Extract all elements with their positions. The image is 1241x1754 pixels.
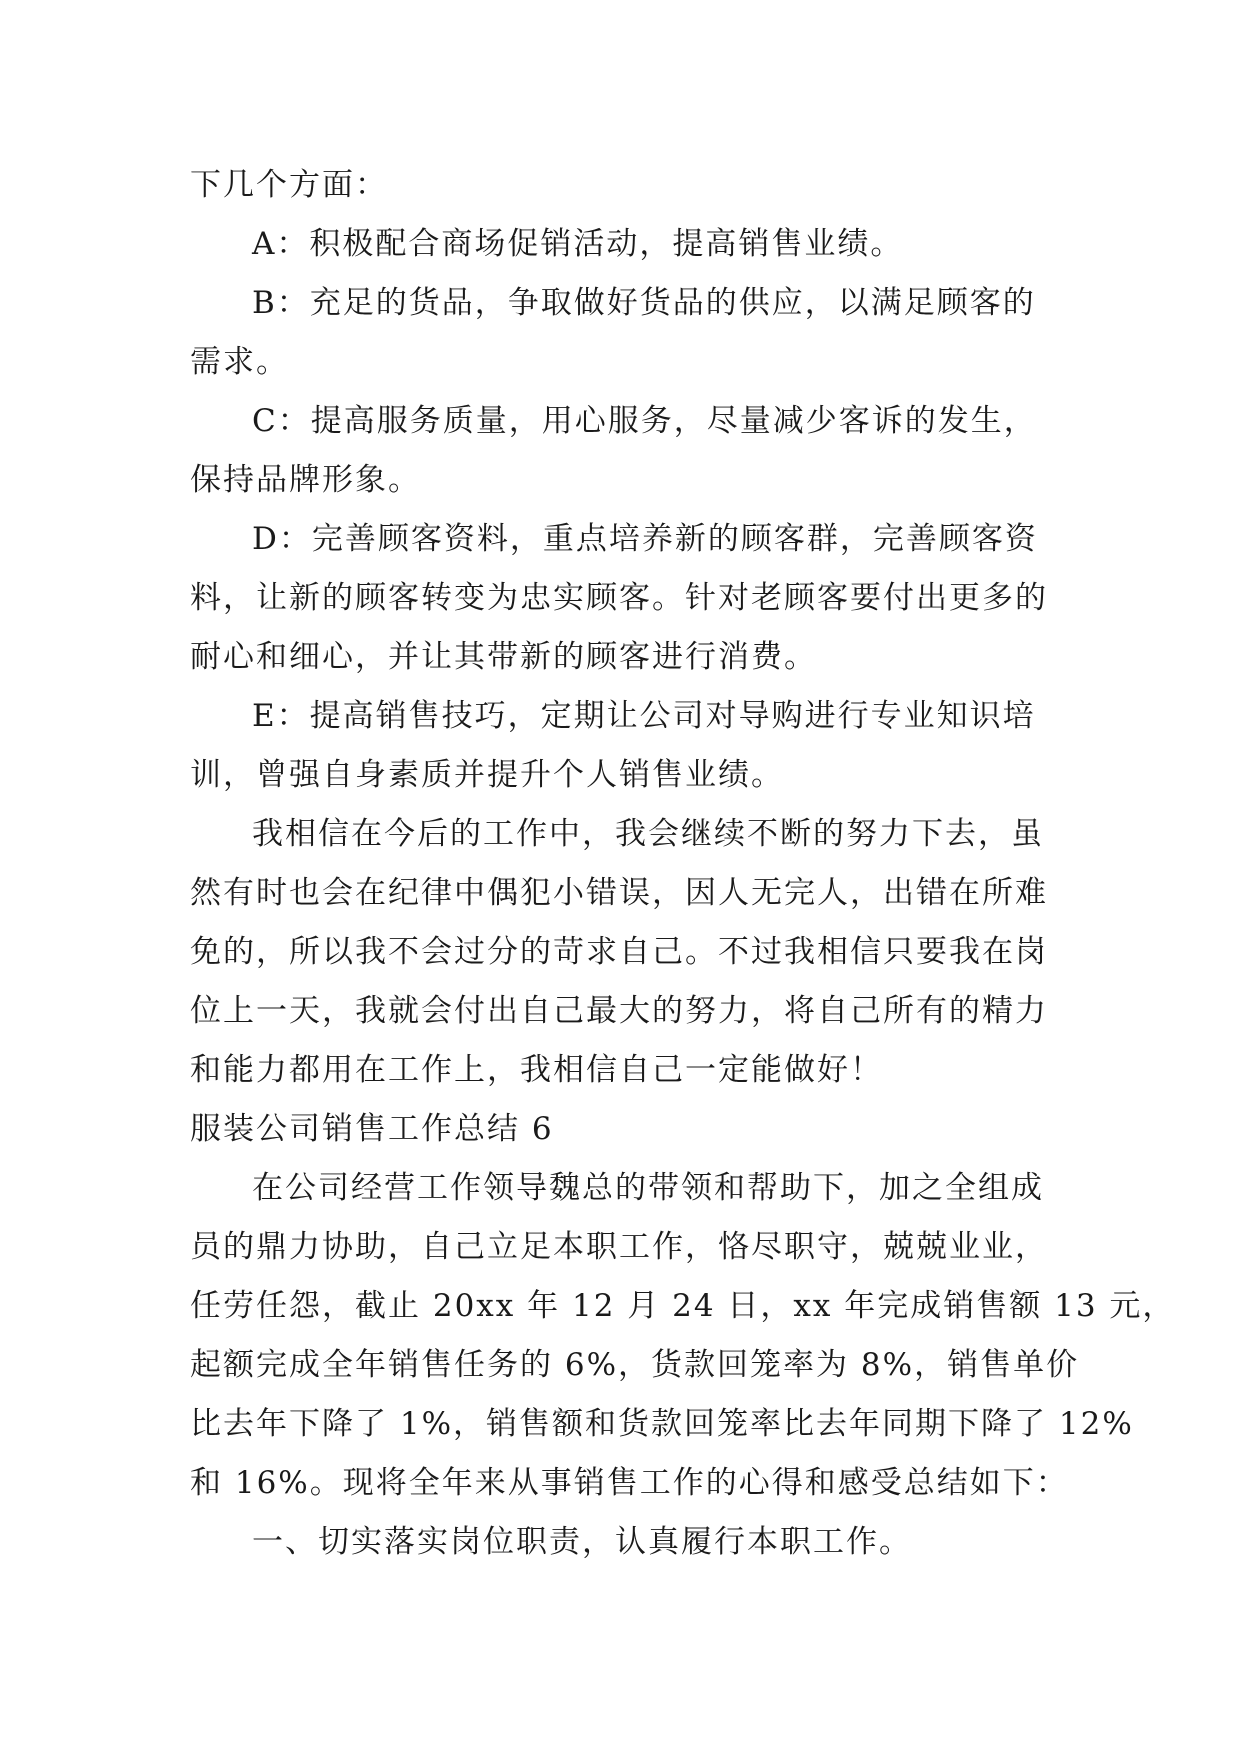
paragraph-line: B：充足的货品，争取做好货品的供应，以满足顾客的 <box>252 285 1036 321</box>
paragraph-line: 免的，所以我不会过分的苛求自己。不过我相信只要我在岗 <box>190 934 1048 970</box>
section-heading: 服装公司销售工作总结 6 <box>190 1111 554 1147</box>
paragraph-line: 位上一天，我就会付出自己最大的努力，将自己所有的精力 <box>190 993 1048 1029</box>
paragraph-line: 需求。 <box>190 344 289 380</box>
paragraph-line: 一、切实落实岗位职责，认真履行本职工作。 <box>252 1524 912 1560</box>
paragraph-line: 起额完成全年销售任务的 6%，货款回笼率为 8%，销售单价 <box>190 1347 1080 1383</box>
paragraph-line: 员的鼎力协助，自己立足本职工作，恪尽职守，兢兢业业， <box>190 1229 1048 1265</box>
paragraph-line: 和能力都用在工作上，我相信自己一定能做好！ <box>190 1052 883 1088</box>
paragraph-line: 比去年下降了 1%，销售额和货款回笼率比去年同期下降了 12% <box>190 1406 1134 1442</box>
paragraph-line: 保持品牌形象。 <box>190 462 421 498</box>
paragraph-line: 训，曾强自身素质并提升个人销售业绩。 <box>190 757 784 793</box>
paragraph-line: D：完善顾客资料，重点培养新的顾客群，完善顾客资 <box>252 521 1038 557</box>
paragraph-line: 下几个方面： <box>190 167 388 203</box>
paragraph-line: 然有时也会在纪律中偶犯小错误，因人无完人，出错在所难 <box>190 875 1048 911</box>
paragraph-line: 在公司经营工作领导魏总的带领和帮助下，加之全组成 <box>252 1170 1044 1206</box>
paragraph-line: A：积极配合商场促销活动，提高销售业绩。 <box>252 226 904 262</box>
paragraph-line: 耐心和细心，并让其带新的顾客进行消费。 <box>190 639 817 675</box>
paragraph-line: 料，让新的顾客转变为忠实顾客。针对老顾客要付出更多的 <box>190 580 1048 616</box>
paragraph-line: C：提高服务质量，用心服务，尽量减少客诉的发生， <box>252 403 1037 439</box>
paragraph-line: E：提高销售技巧，定期让公司对导购进行专业知识培 <box>252 698 1036 734</box>
paragraph-line: 我相信在今后的工作中，我会继续不断的努力下去，虽 <box>252 816 1044 852</box>
paragraph-line: 和 16%。现将全年来从事销售工作的心得和感受总结如下： <box>190 1465 1069 1501</box>
paragraph-line: 任劳任怨，截止 20xx 年 12 月 24 日，xx 年完成销售额 13 元， <box>190 1288 1176 1324</box>
